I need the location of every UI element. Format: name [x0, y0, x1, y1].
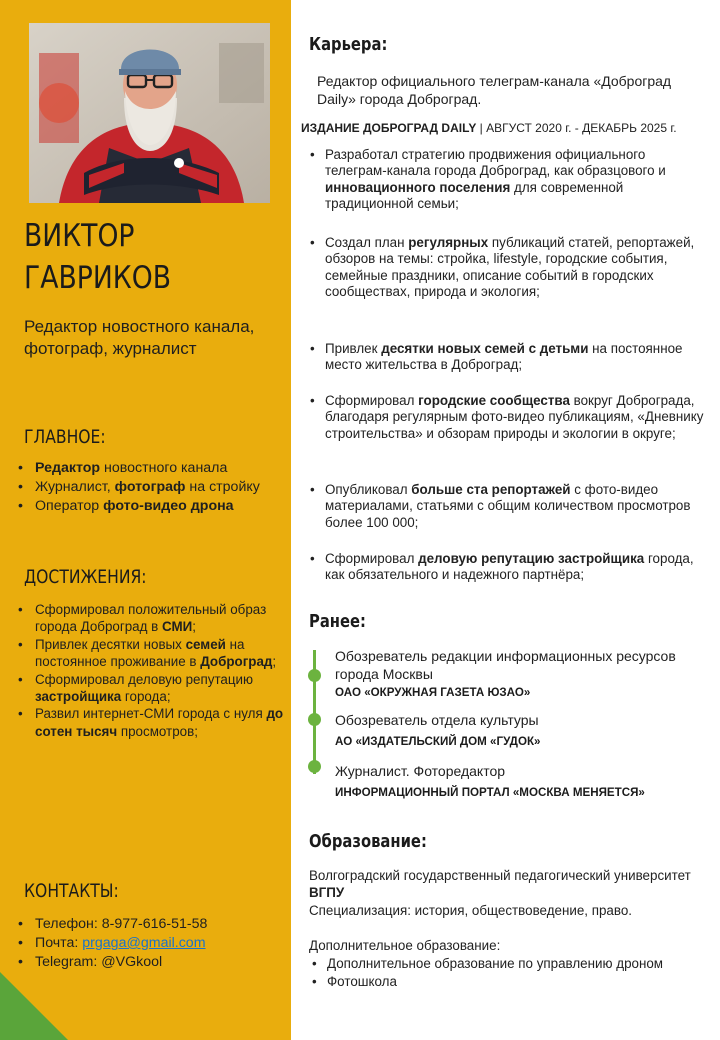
person-role: Редактор новостного канала, фотограф, журналист: [24, 317, 255, 358]
email-label: Почта:: [35, 935, 83, 951]
item-text: города, как обязательного и надежного партнёра;: [325, 551, 694, 583]
item-bold: фотограф: [114, 479, 186, 495]
item-text: Привлек: [325, 341, 382, 356]
telegram-value[interactable]: @VGkool: [101, 954, 163, 970]
item-bold: Редактор: [35, 460, 101, 476]
profile-photo-image: [29, 23, 270, 203]
main-column: [291, 0, 720, 1040]
item-bold: до сотен тысяч: [35, 706, 284, 739]
list-item: • Фотошкола: [309, 973, 709, 991]
list-item: [16, 705, 286, 740]
item-bold: застройщика: [35, 689, 122, 705]
previous-title: Обозреватель редакции информационных ресурсов города Москвы: [335, 648, 676, 682]
career-bullet-1: [307, 147, 707, 213]
career-lead: Редактор официального телеграм-канала «Доброград Daily» города Доброград.: [317, 73, 672, 107]
item-text: Оператор: [35, 498, 104, 514]
corner-decoration: [0, 972, 68, 1040]
item-bold: деловую репутацию застройщика: [418, 551, 645, 566]
last-name: ГАВРИКОВ: [24, 260, 172, 296]
item-text: новостного канала: [100, 460, 228, 476]
item-bold: больше ста репортажей: [411, 482, 571, 497]
previous-title: Обозреватель отдела культуры: [335, 712, 539, 728]
item-text: Сформировал: [325, 393, 419, 408]
contact-email: [16, 934, 286, 953]
main-heading: ГЛАВНОЕ:: [24, 426, 106, 448]
previous-org: АО «ИЗДАТЕЛЬСКИЙ ДОМ «ГУДОК»: [335, 735, 541, 748]
company-name: ИЗДАНИЕ ДОБРОГРАД DAILY: [301, 121, 477, 135]
list-item: [307, 341, 707, 374]
item-text: ;: [272, 654, 277, 670]
education-heading: Образование:: [309, 831, 427, 852]
item-text: для современной традиционной семьи;: [325, 179, 624, 212]
achievements-list: [16, 601, 286, 740]
item-bold: Доброград: [200, 654, 273, 670]
main-list: [16, 459, 286, 516]
item-text: с фото-видео материалами, статьями с общим количеством просмотров более 100 000;: [325, 482, 691, 530]
list-item: [307, 147, 707, 213]
item-text: ;: [192, 619, 197, 635]
previous-org: ОАО «ОКРУЖНАЯ ГАЗЕТА ЮЗАО»: [335, 686, 531, 699]
list-item: [16, 459, 286, 478]
item-text: Опубликовал: [325, 482, 412, 497]
extra-education-list: [309, 955, 709, 990]
item-text: на стройку: [185, 479, 260, 495]
previous-org: ИНФОРМАЦИОННЫЙ ПОРТАЛ «МОСКВА МЕНЯЕТСЯ»: [335, 786, 645, 799]
item-text: Сформировал положительный образ города Доброград в: [35, 602, 267, 635]
list-item: [16, 497, 286, 516]
list-item: [307, 235, 707, 301]
phone-label: Телефон:: [35, 916, 102, 932]
career-bullet-3: [307, 341, 707, 374]
item-bold: инновационного поселения: [325, 179, 511, 195]
career-bullet-2: [307, 235, 707, 301]
previous-title: Журналист. Фоторедактор: [335, 763, 506, 779]
item-bold: СМИ: [162, 619, 193, 635]
item-text: Разработал стратегию продвижения официального телеграм-канала города Доброград, как образцового и: [325, 147, 666, 179]
contact-phone: [16, 915, 286, 934]
item-text: Сформировал деловую репутацию: [35, 671, 254, 687]
education-university: [309, 867, 709, 901]
career-company-line: [301, 121, 677, 135]
career-heading: Карьера:: [309, 34, 388, 55]
item-bold: фото-видео дрона: [103, 498, 234, 514]
list-item: [307, 482, 707, 531]
item-text: Сформировал: [325, 551, 419, 566]
item-text: Создал план: [325, 235, 409, 250]
university-abbr: ВГПУ: [309, 885, 345, 900]
career-bullet-5: [307, 482, 707, 531]
contact-telegram: [16, 953, 286, 972]
list-item: [307, 393, 707, 442]
item-bold: десятки новых семей с детьми: [381, 341, 589, 356]
contacts-list: [16, 915, 286, 972]
item-text: Журналист,: [35, 479, 115, 495]
contacts-heading: КОНТАКТЫ:: [24, 880, 119, 902]
item-text: на постоянное проживание в: [35, 636, 245, 670]
list-item: [307, 551, 707, 584]
sidebar: [0, 0, 291, 1040]
university-name: Волгоградский государственный педагогический университет: [309, 868, 691, 883]
timeline-dot: [308, 669, 321, 682]
list-item: • Дополнительное образование по управлению дроном: [309, 955, 709, 973]
career-bullet-4: [307, 393, 707, 442]
list-item: [16, 671, 286, 706]
item-text: вокруг Доброграда, благодаря регулярным фото-видео публикациям, «Дневнику строительства» и обзорам природы и экологии в округе;: [325, 393, 704, 441]
extra-education-heading: Дополнительное образование:: [309, 938, 501, 953]
item-bold: городские сообщества: [418, 393, 570, 408]
list-item: [16, 601, 286, 636]
list-item: [16, 478, 286, 497]
item-text: Привлек десятки новых: [35, 636, 186, 652]
item-text: публикаций статей, репортажей, обзоров на темы: стройка, lifestyle, городские события, семейные праздники, описание событий в городских сообществах, природа и экология;: [325, 235, 695, 300]
education-specialization: Специализация: история, обществоведение, право.: [309, 903, 632, 918]
previous-heading: Ранее:: [309, 611, 366, 632]
timeline-dot: [308, 760, 321, 773]
achievements-heading: ДОСТИЖЕНИЯ:: [24, 566, 147, 588]
phone-value[interactable]: 8-977-616-51-58: [101, 916, 208, 932]
item-text: просмотров;: [117, 723, 198, 739]
item-text: на постоянное место жительства в Доброград;: [325, 341, 683, 373]
career-period: | АВГУСТ 2020 г. - ДЕКАБРЬ 2025 г.: [476, 121, 677, 135]
profile-photo: [29, 23, 270, 203]
first-name: ВИКТОР: [24, 218, 135, 254]
list-item: [16, 636, 286, 671]
item-bold: регулярных: [408, 235, 489, 250]
item-text: города;: [121, 689, 171, 705]
career-bullet-6: [307, 551, 707, 584]
timeline-dot: [308, 713, 321, 726]
item-text: Развил интернет-СМИ города с нуля: [35, 706, 267, 722]
email-link[interactable]: prgaga@gmail.com: [82, 935, 206, 951]
item-bold: семей: [185, 636, 226, 652]
person-name: [24, 215, 248, 299]
telegram-label: Telegram:: [35, 954, 102, 970]
